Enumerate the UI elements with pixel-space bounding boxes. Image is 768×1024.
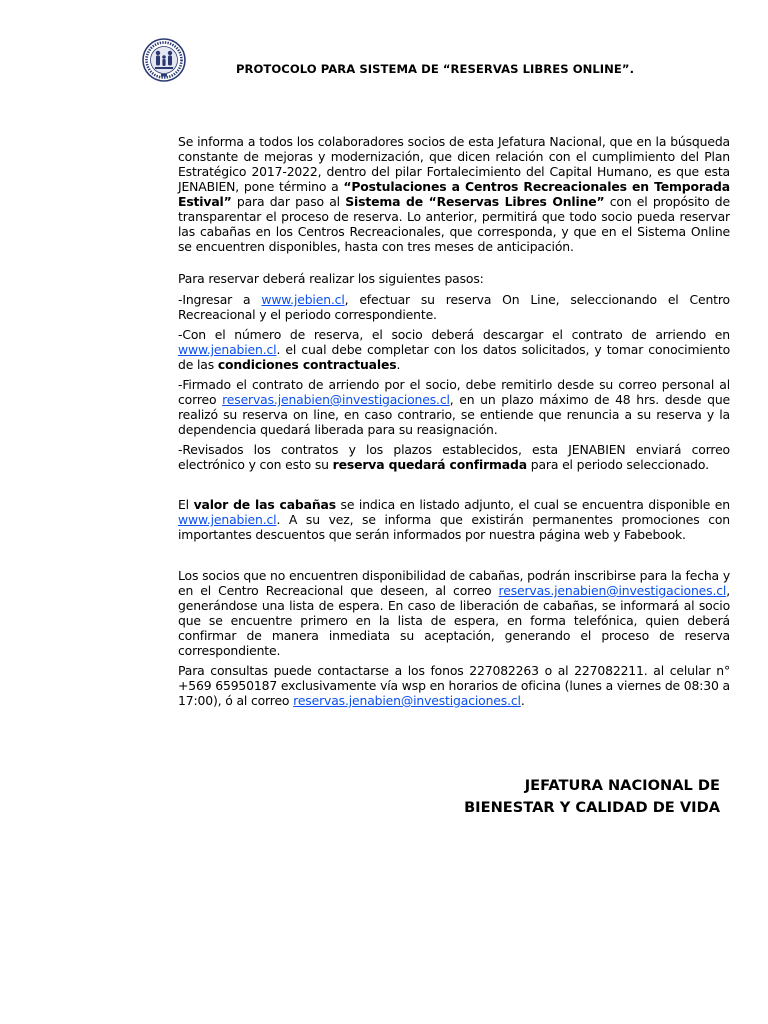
value-text: . A su vez, se informa que existirán permanentes promociones con importantes descuentos que serán informados por nuestra página web y Fabebook. [178, 512, 730, 542]
intro-bold-sistema: Sistema de “Reservas Libres Online” [345, 194, 605, 209]
reservas-email-link[interactable]: reservas.jenabien@investigaciones.cl [293, 693, 521, 708]
signature-block [464, 775, 720, 819]
step-text: , efectuar su reserva On Line, seleccionando el Centro Recreacional y el periodo correspondiente. [178, 292, 730, 322]
value-text: El [178, 497, 194, 512]
step-text: . [396, 357, 401, 372]
intro-paragraph [178, 134, 730, 254]
contact-paragraph [178, 663, 730, 708]
step-2 [178, 327, 730, 372]
reservas-email-link[interactable]: reservas.jenabien@investigaciones.cl [222, 392, 450, 407]
signature-line-2: BIENESTAR Y CALIDAD DE VIDA [464, 799, 720, 816]
step-text: -Firmado el contrato de arriendo por el socio, debe remitirlo desde su correo personal al correo [178, 377, 730, 407]
document-title: PROTOCOLO PARA SISTEMA DE “RESERVAS LIBRES ONLINE”. [236, 62, 635, 76]
intro-bold-postulaciones: “Postulaciones a Centros Recreacionales en Temporada Estival” [178, 179, 730, 209]
signature-line-1: JEFATURA NACIONAL DE [524, 777, 720, 794]
jebien-link[interactable]: www.jebien.cl [261, 292, 345, 307]
steps-intro: Para reservar deberá realizar los siguientes pasos: [178, 271, 484, 286]
step-3 [178, 377, 730, 437]
waitlist-text: , generándose una lista de espera. En caso de liberación de cabañas, se informará al socio que se encuentre primero en la lista de espera, en forma telefónica, quien deberá confirmar de manera inmediata su aceptación, generando el proceso de reserva correspondiente. [178, 583, 730, 658]
step-text: para el periodo seleccionado. [526, 457, 709, 472]
step-bold-confirmada: reserva quedará confirmada [332, 457, 527, 472]
value-bold-cabanas: valor de las cabañas [193, 497, 336, 512]
contact-text: Para consultas puede contactarse a los fonos 227082263 o al 227082211. al celular n° +569 65950187 exclusivamente vía wsp en horarios de oficina (lunes a viernes de 08:30 a 17:00), ó al correo [178, 663, 730, 708]
value-paragraph [178, 497, 730, 542]
document-body [178, 134, 730, 708]
step-4 [178, 442, 730, 472]
step-text: . el cual debe completar con los datos solicitados, y tomar conocimiento de las [178, 342, 730, 372]
step-bold-condiciones: condiciones contractuales [217, 357, 397, 372]
step-text: -Ingresar a [178, 292, 262, 307]
intro-text: con el propósito de transparentar el proceso de reserva. Lo anterior, permitirá que todo socio pueda reservar las cabañas en los Centros Recreacionales, que corresponda, y que en el Sistema Online se encuentren disponibles, hasta con tres meses de anticipación. [178, 194, 730, 254]
jenabien-link[interactable]: www.jenabien.cl [178, 512, 277, 527]
intro-text: para dar paso al [231, 194, 346, 209]
value-text: se indica en listado adjunto, el cual se encuentra disponible en [335, 497, 730, 512]
reservas-email-link[interactable]: reservas.jenabien@investigaciones.cl [498, 583, 727, 598]
waitlist-paragraph [178, 568, 730, 658]
jenabien-link[interactable]: www.jenabien.cl [178, 342, 277, 357]
step-1 [178, 292, 730, 322]
step-text: -Revisados los contratos y los plazos establecidos, esta JENABIEN enviará correo electrónico y con esto su [178, 442, 730, 472]
step-text: , en un plazo máximo de 48 hrs. desde que realizó su reserva on line, en caso contrario, se entiende que renuncia a su reserva y la dependencia quedará liberada para su reasignación. [178, 392, 730, 437]
intro-text: Se informa a todos los colaboradores socios de esta Jefatura Nacional, que en la búsqueda constante de mejoras y modernización, que dicen relación con el cumplimiento del Plan Estratégico 2017-2022, dentro del pilar Fortalecimiento del Capital Humano, es que esta JENABIEN, pone término a [178, 134, 730, 194]
waitlist-text: Los socios que no encuentren disponibilidad de cabañas, podrán inscribirse para la fecha y en el Centro Recreacional que deseen, al correo [178, 568, 730, 598]
step-text: -Con el número de reserva, el socio deberá descargar el contrato de arriendo en [178, 327, 730, 342]
contact-text: . [520, 693, 525, 708]
jenabien-seal-icon [142, 38, 186, 82]
